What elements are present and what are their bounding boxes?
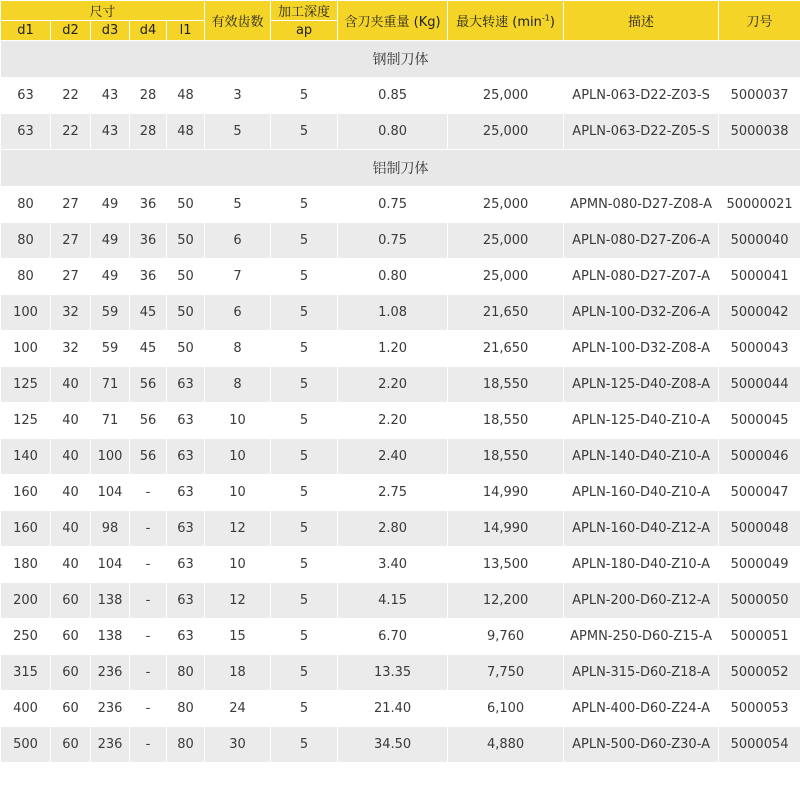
d2-cell: 60 xyxy=(51,655,91,691)
d2-cell: 60 xyxy=(51,691,91,727)
l1-cell: 50 xyxy=(167,331,205,367)
d3-cell: 236 xyxy=(91,691,130,727)
code-cell: 5000050 xyxy=(719,583,800,619)
weight-cell: 0.75 xyxy=(338,187,448,223)
l1-cell: 63 xyxy=(167,511,205,547)
d4-cell: - xyxy=(130,691,167,727)
d3-cell: 49 xyxy=(91,187,130,223)
description-cell: APLN-063-D22-Z03-S xyxy=(564,78,719,114)
d2-cell: 40 xyxy=(51,403,91,439)
teeth-cell: 15 xyxy=(205,619,271,655)
d4-cell: 56 xyxy=(130,439,167,475)
table-row xyxy=(1,727,800,763)
speed-cell: 18,550 xyxy=(448,439,564,475)
description-cell: APLN-080-D27-Z06-A xyxy=(564,223,719,259)
weight-cell: 0.85 xyxy=(338,78,448,114)
speed-cell: 25,000 xyxy=(448,78,564,114)
speed-header-text: 最大转速 (min xyxy=(456,15,542,30)
description-cell: APMN-080-D27-Z08-A xyxy=(564,187,719,223)
code-cell: 5000054 xyxy=(719,727,800,763)
d3-cell: 138 xyxy=(91,619,130,655)
teeth-cell: 10 xyxy=(205,547,271,583)
teeth-cell: 10 xyxy=(205,439,271,475)
section-title: 铝制刀体 xyxy=(1,150,800,187)
ap-cell: 5 xyxy=(271,331,338,367)
code-cell: 5000045 xyxy=(719,403,800,439)
d3-cell: 43 xyxy=(91,78,130,114)
d4-cell: - xyxy=(130,583,167,619)
d3-cell: 49 xyxy=(91,259,130,295)
teeth-cell: 5 xyxy=(205,114,271,150)
weight-cell: 2.20 xyxy=(338,367,448,403)
d2-cell: 40 xyxy=(51,439,91,475)
ap-cell: 5 xyxy=(271,295,338,331)
d1-cell: 200 xyxy=(1,583,51,619)
speed-cell: 7,750 xyxy=(448,655,564,691)
weight-cell: 34.50 xyxy=(338,727,448,763)
weight-cell: 13.35 xyxy=(338,655,448,691)
l1-cell: 50 xyxy=(167,259,205,295)
d3-cell: 98 xyxy=(91,511,130,547)
d3-cell: 49 xyxy=(91,223,130,259)
l1-cell: 63 xyxy=(167,547,205,583)
speed-cell: 18,550 xyxy=(448,403,564,439)
l1-cell: 63 xyxy=(167,367,205,403)
d4-cell: - xyxy=(130,475,167,511)
description-cell: APLN-400-D60-Z24-A xyxy=(564,691,719,727)
d4-cell: 36 xyxy=(130,223,167,259)
d1-cell: 140 xyxy=(1,439,51,475)
d3-cell: 236 xyxy=(91,727,130,763)
l1-cell: 50 xyxy=(167,223,205,259)
speed-cell: 21,650 xyxy=(448,295,564,331)
l1-cell: 63 xyxy=(167,403,205,439)
d2-cell: 60 xyxy=(51,619,91,655)
ap-cell: 5 xyxy=(271,259,338,295)
ap-cell: 5 xyxy=(271,475,338,511)
speed-cell: 9,760 xyxy=(448,619,564,655)
ap-cell: 5 xyxy=(271,78,338,114)
weight-cell: 2.80 xyxy=(338,511,448,547)
speed-cell: 14,990 xyxy=(448,475,564,511)
d1-cell: 315 xyxy=(1,655,51,691)
speed-header xyxy=(448,1,564,41)
teeth-cell: 8 xyxy=(205,367,271,403)
description-cell: APLN-160-D40-Z10-A xyxy=(564,475,719,511)
d4-cell: 28 xyxy=(130,114,167,150)
d2-cell: 27 xyxy=(51,223,91,259)
d1-cell: 63 xyxy=(1,114,51,150)
weight-cell: 2.40 xyxy=(338,439,448,475)
l1-cell: 63 xyxy=(167,619,205,655)
weight-cell: 0.75 xyxy=(338,223,448,259)
teeth-cell: 6 xyxy=(205,223,271,259)
l1-cell: 48 xyxy=(167,78,205,114)
d1-cell: 80 xyxy=(1,223,51,259)
weight-cell: 2.75 xyxy=(338,475,448,511)
d3-cell: 43 xyxy=(91,114,130,150)
weight-cell: 4.15 xyxy=(338,583,448,619)
table-row xyxy=(1,547,800,583)
d4-cell: 45 xyxy=(130,331,167,367)
code-cell: 5000053 xyxy=(719,691,800,727)
d4-cell: 36 xyxy=(130,187,167,223)
d4-cell: - xyxy=(130,547,167,583)
teeth-cell: 12 xyxy=(205,583,271,619)
code-cell: 5000044 xyxy=(719,367,800,403)
code-header: 刀号 xyxy=(719,1,800,41)
table-row xyxy=(1,511,800,547)
speed-cell: 14,990 xyxy=(448,511,564,547)
ap-header: ap xyxy=(271,21,338,41)
code-cell: 5000048 xyxy=(719,511,800,547)
d3-cell: 59 xyxy=(91,295,130,331)
table-row xyxy=(1,655,800,691)
code-cell: 5000042 xyxy=(719,295,800,331)
description-cell: APLN-180-D40-Z10-A xyxy=(564,547,719,583)
speed-cell: 12,200 xyxy=(448,583,564,619)
teeth-cell: 6 xyxy=(205,295,271,331)
description-header: 描述 xyxy=(564,1,719,41)
l1-cell: 80 xyxy=(167,655,205,691)
table-row xyxy=(1,114,800,150)
ap-cell: 5 xyxy=(271,619,338,655)
description-cell: APMN-250-D60-Z15-A xyxy=(564,619,719,655)
ap-cell: 5 xyxy=(271,187,338,223)
table-row xyxy=(1,367,800,403)
ap-cell: 5 xyxy=(271,403,338,439)
code-cell: 50000021 xyxy=(719,187,800,223)
ap-cell: 5 xyxy=(271,511,338,547)
d3-cell: 236 xyxy=(91,655,130,691)
code-cell: 5000046 xyxy=(719,439,800,475)
l1-cell: 80 xyxy=(167,691,205,727)
d1-cell: 80 xyxy=(1,187,51,223)
teeth-cell: 18 xyxy=(205,655,271,691)
d1-cell: 80 xyxy=(1,259,51,295)
description-cell: APLN-080-D27-Z07-A xyxy=(564,259,719,295)
d4-cell: - xyxy=(130,619,167,655)
d1-cell: 100 xyxy=(1,331,51,367)
description-cell: APLN-315-D60-Z18-A xyxy=(564,655,719,691)
d1-cell: 125 xyxy=(1,403,51,439)
table-row xyxy=(1,78,800,114)
l1-cell: 50 xyxy=(167,295,205,331)
weight-header: 含刀夹重量 (Kg) xyxy=(338,1,448,41)
d4-cell: 45 xyxy=(130,295,167,331)
weight-cell: 6.70 xyxy=(338,619,448,655)
weight-cell: 2.20 xyxy=(338,403,448,439)
speed-cell: 25,000 xyxy=(448,259,564,295)
speed-cell: 13,500 xyxy=(448,547,564,583)
d1-cell: 63 xyxy=(1,78,51,114)
code-cell: 5000041 xyxy=(719,259,800,295)
description-cell: APLN-125-D40-Z08-A xyxy=(564,367,719,403)
d4-cell: - xyxy=(130,655,167,691)
d3-cell: 71 xyxy=(91,367,130,403)
d4-cell: 56 xyxy=(130,367,167,403)
table-row xyxy=(1,403,800,439)
table-row xyxy=(1,619,800,655)
description-cell: APLN-125-D40-Z10-A xyxy=(564,403,719,439)
d1-cell: 160 xyxy=(1,511,51,547)
d2-cell: 60 xyxy=(51,583,91,619)
code-cell: 5000051 xyxy=(719,619,800,655)
d4-cell: - xyxy=(130,511,167,547)
speed-cell: 25,000 xyxy=(448,114,564,150)
weight-cell: 21.40 xyxy=(338,691,448,727)
teeth-cell: 5 xyxy=(205,187,271,223)
table-body xyxy=(1,41,800,763)
table-row xyxy=(1,691,800,727)
description-cell: APLN-100-D32-Z08-A xyxy=(564,331,719,367)
table-row xyxy=(1,439,800,475)
ap-cell: 5 xyxy=(271,547,338,583)
weight-cell: 1.08 xyxy=(338,295,448,331)
d2-cell: 22 xyxy=(51,114,91,150)
speed-cell: 25,000 xyxy=(448,223,564,259)
depth-group-header: 加工深度 xyxy=(271,1,338,21)
weight-cell: 1.20 xyxy=(338,331,448,367)
description-cell: APLN-500-D60-Z30-A xyxy=(564,727,719,763)
ap-cell: 5 xyxy=(271,655,338,691)
d2-cell: 40 xyxy=(51,511,91,547)
code-cell: 5000043 xyxy=(719,331,800,367)
l1-cell: 50 xyxy=(167,187,205,223)
ap-cell: 5 xyxy=(271,114,338,150)
section-row xyxy=(1,41,800,78)
d1-cell: 250 xyxy=(1,619,51,655)
code-cell: 5000038 xyxy=(719,114,800,150)
l1-cell: 80 xyxy=(167,727,205,763)
d2-cell: 32 xyxy=(51,295,91,331)
weight-cell: 0.80 xyxy=(338,114,448,150)
ap-cell: 5 xyxy=(271,727,338,763)
d2-cell: 22 xyxy=(51,78,91,114)
ap-cell: 5 xyxy=(271,691,338,727)
description-cell: APLN-140-D40-Z10-A xyxy=(564,439,719,475)
d2-cell: 40 xyxy=(51,475,91,511)
d3-cell: 59 xyxy=(91,331,130,367)
d4-cell: 56 xyxy=(130,403,167,439)
speed-cell: 21,650 xyxy=(448,331,564,367)
d2-cell: 27 xyxy=(51,187,91,223)
l1-cell: 63 xyxy=(167,583,205,619)
table-row xyxy=(1,583,800,619)
d3-cell: 71 xyxy=(91,403,130,439)
ap-cell: 5 xyxy=(271,439,338,475)
ap-cell: 5 xyxy=(271,583,338,619)
code-cell: 5000049 xyxy=(719,547,800,583)
speed-cell: 4,880 xyxy=(448,727,564,763)
teeth-cell: 8 xyxy=(205,331,271,367)
size-group-header: 尺寸 xyxy=(1,1,205,21)
d2-cell: 32 xyxy=(51,331,91,367)
d4-header: d4 xyxy=(130,21,167,41)
teeth-cell: 24 xyxy=(205,691,271,727)
l1-cell: 48 xyxy=(167,114,205,150)
speed-cell: 6,100 xyxy=(448,691,564,727)
d1-header: d1 xyxy=(1,21,51,41)
weight-cell: 3.40 xyxy=(338,547,448,583)
speed-cell: 18,550 xyxy=(448,367,564,403)
teeth-cell: 7 xyxy=(205,259,271,295)
section-title: 钢制刀体 xyxy=(1,41,800,78)
d1-cell: 180 xyxy=(1,547,51,583)
table-row xyxy=(1,223,800,259)
ap-cell: 5 xyxy=(271,223,338,259)
description-cell: APLN-160-D40-Z12-A xyxy=(564,511,719,547)
d3-header: d3 xyxy=(91,21,130,41)
d2-cell: 40 xyxy=(51,547,91,583)
d1-cell: 400 xyxy=(1,691,51,727)
speed-header-close: ) xyxy=(549,15,555,30)
d1-cell: 125 xyxy=(1,367,51,403)
table-row xyxy=(1,475,800,511)
d3-cell: 100 xyxy=(91,439,130,475)
d2-cell: 27 xyxy=(51,259,91,295)
l1-cell: 63 xyxy=(167,439,205,475)
speed-header-sup: -1 xyxy=(541,13,550,23)
d1-cell: 160 xyxy=(1,475,51,511)
table-header xyxy=(1,1,800,41)
ap-cell: 5 xyxy=(271,367,338,403)
table-row xyxy=(1,331,800,367)
table-row xyxy=(1,187,800,223)
d3-cell: 104 xyxy=(91,475,130,511)
d1-cell: 100 xyxy=(1,295,51,331)
d3-cell: 104 xyxy=(91,547,130,583)
table-row xyxy=(1,259,800,295)
code-cell: 5000052 xyxy=(719,655,800,691)
description-cell: APLN-063-D22-Z05-S xyxy=(564,114,719,150)
d4-cell: 36 xyxy=(130,259,167,295)
d3-cell: 138 xyxy=(91,583,130,619)
description-cell: APLN-200-D60-Z12-A xyxy=(564,583,719,619)
code-cell: 5000047 xyxy=(719,475,800,511)
teeth-cell: 30 xyxy=(205,727,271,763)
l1-cell: 63 xyxy=(167,475,205,511)
d4-cell: 28 xyxy=(130,78,167,114)
teeth-header: 有效齿数 xyxy=(205,1,271,41)
d4-cell: - xyxy=(130,727,167,763)
teeth-cell: 10 xyxy=(205,475,271,511)
section-row xyxy=(1,150,800,187)
table-row xyxy=(1,295,800,331)
description-cell: APLN-100-D32-Z06-A xyxy=(564,295,719,331)
teeth-cell: 10 xyxy=(205,403,271,439)
teeth-cell: 3 xyxy=(205,78,271,114)
weight-cell: 0.80 xyxy=(338,259,448,295)
code-cell: 5000037 xyxy=(719,78,800,114)
d2-cell: 60 xyxy=(51,727,91,763)
l1-header: l1 xyxy=(167,21,205,41)
speed-cell: 25,000 xyxy=(448,187,564,223)
d2-cell: 40 xyxy=(51,367,91,403)
d2-header: d2 xyxy=(51,21,91,41)
code-cell: 5000040 xyxy=(719,223,800,259)
d1-cell: 500 xyxy=(1,727,51,763)
teeth-cell: 12 xyxy=(205,511,271,547)
